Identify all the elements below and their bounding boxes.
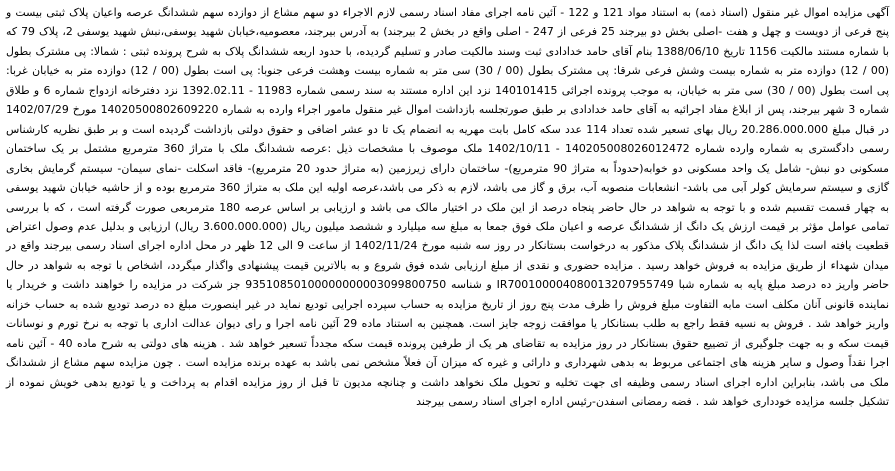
notice-body-text: آگهی مزایده اموال غیر منقول (اسناد ذمه) به استناد مواد 121 و 122 - آئین نامه اجرای مفاد اسناد رسمی لازم الاجراء دو سهم مشاع از دوازده سهم ششدانگ عرصه واعیان پلاک ثبتی بیست و پنج فرعی از دویست و چهل و هفت -اصلی بخش دو بیرجند 25 فرعی از 247 - اصلی واقع در بخش 2 بیرجند) به آدرس بیرجند، معصومیه،خیابان شهید یوسفی،نبش شهید یوسفی 2، پلاک 79 که با شماره مستند مالکیت 1156 تاریخ 1388/06/10 بنام آقای حامد خدادادی ثبت وسند مالکیت صادر و تسلیم گردیده، با حدود اربعه ششدانگ پلاک به شرح پرونده ثبتی : شمالا: پی مشترک بطول (00 / 12) دوازده متر به شماره بیست وشش فرعی شرقا: پی مشترک بطول (00 / 30) سی متر به شماره بیست وهشت فرعی جنوبا: پی است بطول (00 / 12) دوازده متر به خیابان غربا: پی است بطول (00 / 30) سی متر به خیابان، به موجب پرونده اجرائی 140101415 نزد این اداره مستند به سند رسمی شماره 11983 - 1392.02.11 نزد دفترخانه ازدواج شماره 6 و طلاق شماره 3 شهر بیرجند، پس از ابلاغ مفاد اجرائیه به آقای حامد خدادادی بر طبق صورتجلسه بازداشت اموال غیر منقول مامور اجراء وارده به شماره 14020500802609220 مورخ 1402/07/29 در قبال مبلغ 20.286.000.000 ریال بهای تسعیر شده تعداد 114 عدد سکه کامل بابت مهریه به انضمام یک تا دو عشر اضافی و حقوق دولتی بازداشت گردیده است و بر طبق نظریه کارشناس رسمی دادگستری به شماره وارده شماره 140205008026012472 - 1402/10/11 ملک موصوف با مشخصات ذیل :عرصه ششدانگ ملک با متراژ 360 مترمربع مشتمل بر یک ساختمان مسکونی دو نبش- شامل یک واحد مسکونی دو خوابه(حدوداً به متراژ 90 مترمربع)- ساختمان دارای زیرزمین (به متراژ حدود 20 مترمربع)- فاقد اسکلت -نمای سیمان- سیستم گرمایش بخاری گازی و سیستم سرمایش کولر آبی می باشد- انشعابات منصوبه آب، برق و گاز می باشد، لازم به ذکر می باشد،عرصه اولیه این ملک به متراژ 360 مترمربع بوده و از حاشیه خیابان شهید یوسفی به چهار قسمت تقسیم شده و با توجه به شواهد در حال حاضر پنجاه درصد از این ملک در اختیار مالک می باشد و ارزیابی بر اساس عرصه 180 مترمربعی صورت گرفته است ، که با بررسی تمامی عوامل مؤثر بر قیمت ارزش یک دانگ از ششدانگ عرصه و اعیان ملک فوق جمعا به مبلغ سه میلیارد و ششصد میلیون ریال (3.600.000.000 ریال) ارزیابی و بدلیل عدم وصول اعتراض قطعیت یافته است لذا یک دانگ از ششدانگ پلاک مذکور به درخواست بستانکار در روز سه شنبه مورخ 1402/11/24 از ساعت 9 الی 12 ظهر در محل اداره اجرای اسناد رسمی بیرجند واقع در میدان شهداء از طریق مزایده به فروش خواهد رسید . مزایده حضوری و نقدی از مبلغ ارزیابی شده فوق شروع و به بالاترین قیمت پیشنهادی واگذار میگردد، اشخاص با توجه به شواهد در حال حاضر واریز ده درصد مبلغ پایه به شماره شبا IR700100004080013207955749 و شناسه 93510850100000000003099800750 جز شرکت در مزایده را خواهند داشت و خریدار یا نماینده قانونی آنان مکلف است مابه التفاوت مبلغ فروش را ظرف مدت پنج روز از تاریخ مزایده به حساب سپرده اجرایی تودیع نماید در غیر اینصورت مبلغ ده درصد تودیع شده به حساب خزانه واریز خواهد شد . فروش به نسیه فقط راجع به طلب بستانکار یا موافقت زوجه جایز است. همچنین به استناد ماده 29 آئین نامه اجرا و رای دیوان عدالت اداری با توجه به نرخ تورم و نوسانات قیمت سکه و به جهت جلوگیری از تضییع حقوق بستانکار در روز مزایده به تقاضای هر یک از طرفین پرونده قیمت سکه مجدداً تسعیر خواهد شد . هزینه های دولتی به شرح ماده 40 - آئین نامه اجرا نقداً وصول و سایر هزینه های اجتماعی مربوط به بدهی شهرداری و دارائی و غیره که میزان آن فعلاً مشخص نمی باشد به عهده برنده مزایده است . چون مزایده سهم مشاع از ششدانگ ملک می باشد، بنابراین اداره اجرای اسناد رسمی وظیفه ای جهت تخلیه و تحویل ملک نخواهد داشت و چنانچه مدیون تا قبل از روز مزایده اقدام به پرداخت و یا تودیع بدهی خویش نموده از تشکیل جلسه مزایده خودداری خواهد شد . فضه رمضانی اسفدن-رئیس اداره اجرای اسناد رسمی بیرجند (6, 6, 890, 409)
